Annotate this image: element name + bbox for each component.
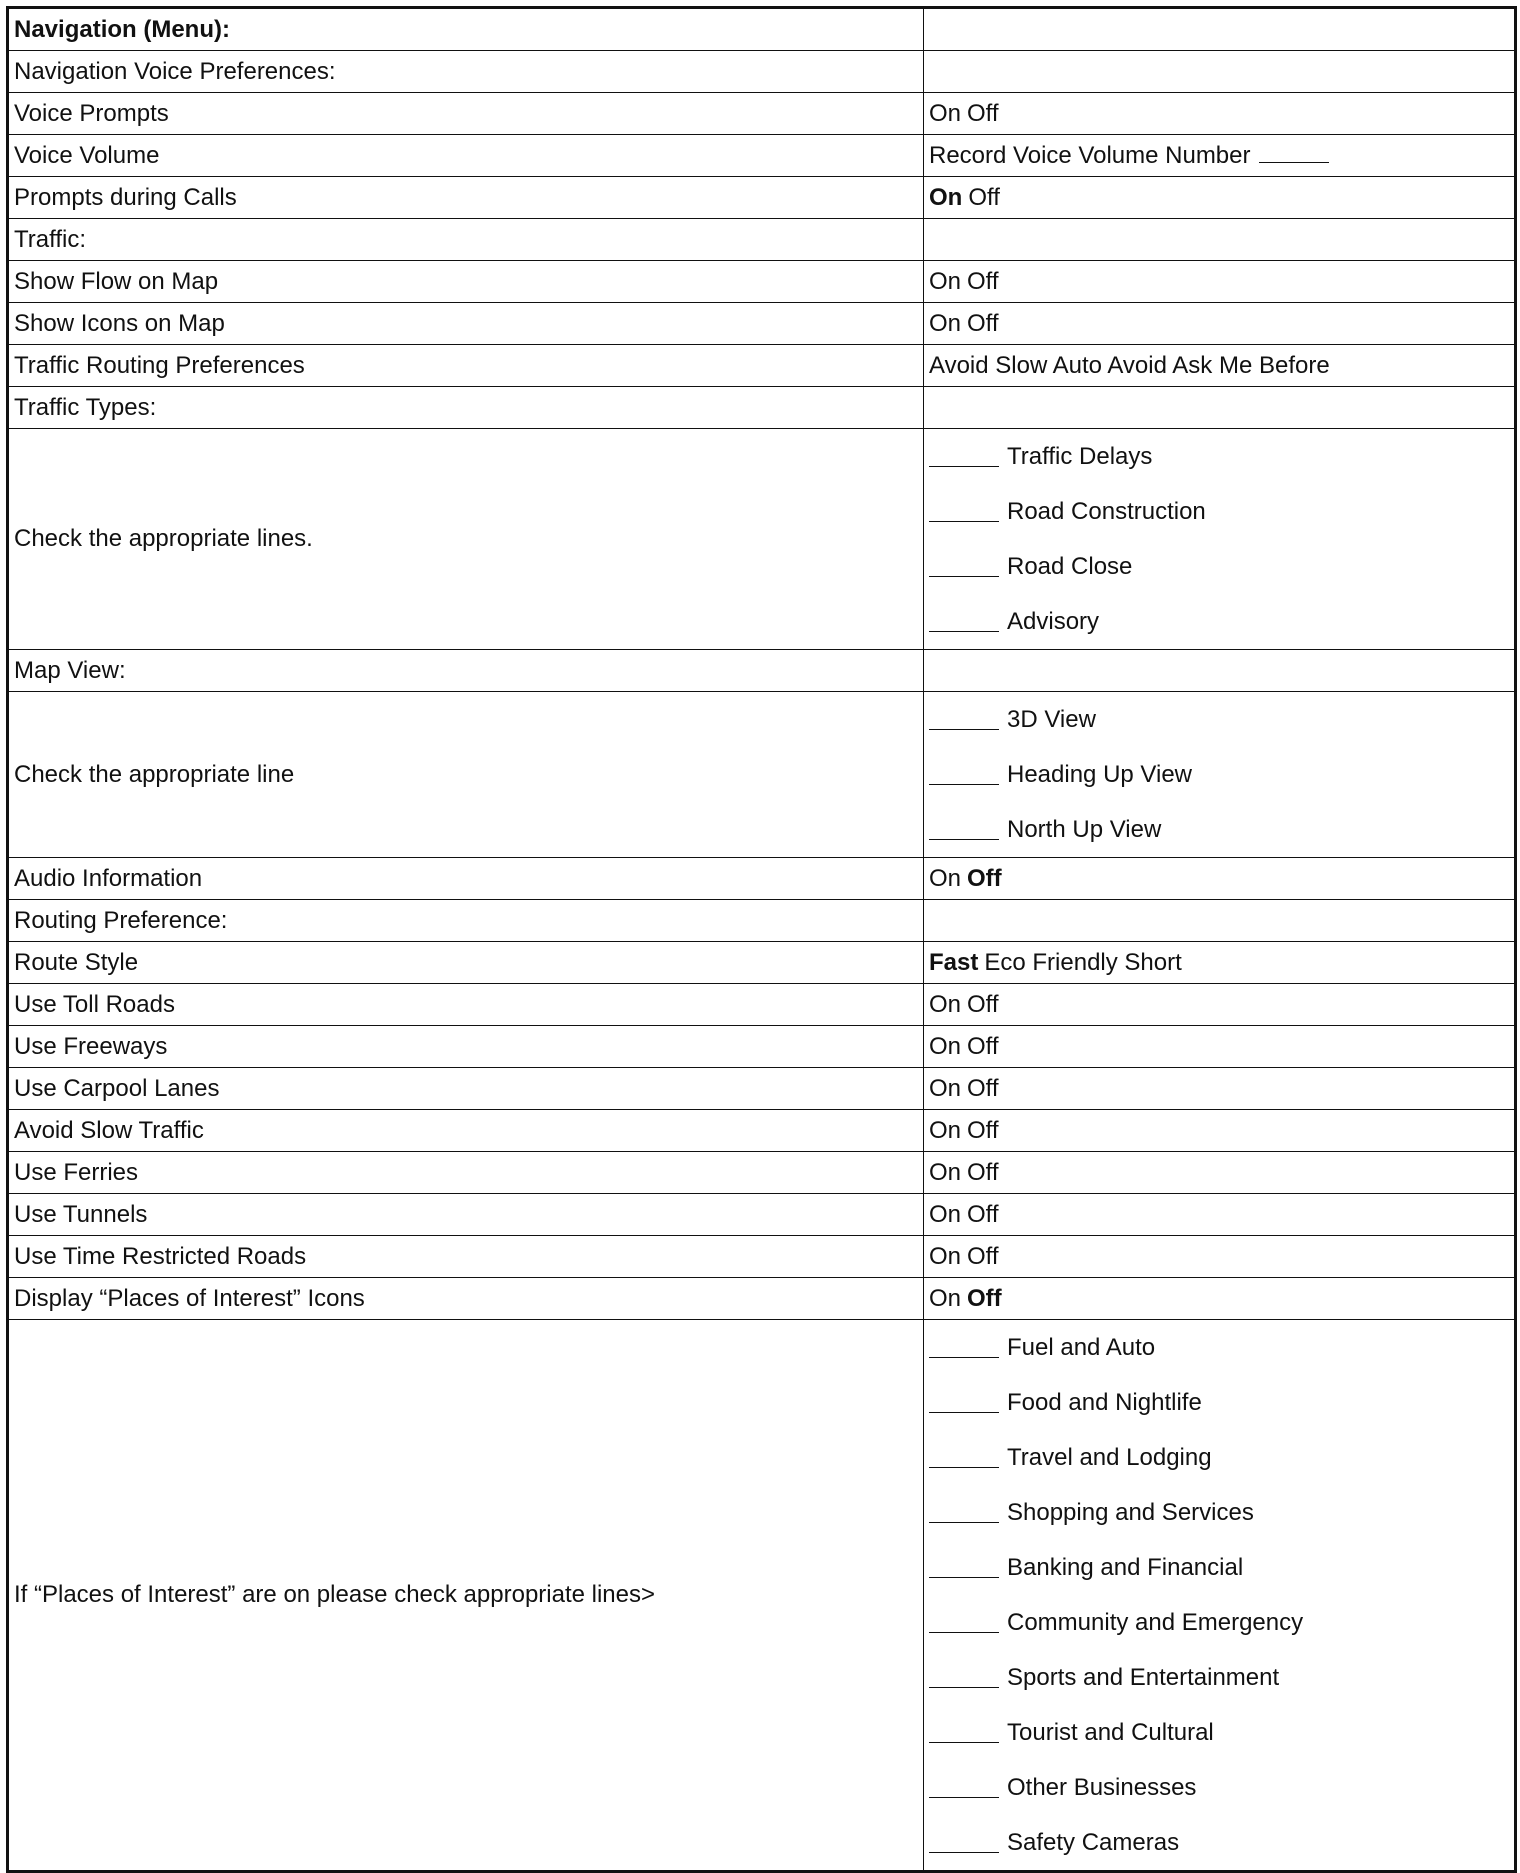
check-blank[interactable] (929, 556, 999, 577)
check-line[interactable] (929, 1540, 1509, 1595)
setting-row (8, 135, 1516, 177)
option-on[interactable]: On (929, 1116, 962, 1144)
poi-checklist (924, 1320, 1516, 1872)
option-on[interactable]: On (929, 1032, 962, 1060)
setting-label: Avoid Slow Traffic (8, 1110, 924, 1152)
option-off[interactable]: Off (967, 309, 999, 337)
option-off[interactable]: Off (967, 1032, 999, 1060)
voice-volume-record (924, 135, 1516, 177)
navigation-settings-form (6, 6, 1517, 1873)
check-label: 3D View (1007, 705, 1096, 733)
check-blank[interactable] (929, 1832, 999, 1853)
option-on[interactable]: On (929, 864, 962, 892)
setting-label: Use Toll Roads (8, 984, 924, 1026)
section-row (8, 51, 1516, 93)
option-off[interactable]: Off (967, 1200, 999, 1228)
option-on[interactable]: On (929, 99, 962, 127)
option-on[interactable]: On (929, 1074, 962, 1102)
check-label: Road Close (1007, 552, 1133, 580)
map-view-instruction: Check the appropriate line (8, 692, 924, 858)
check-label: Tourist and Cultural (1007, 1718, 1214, 1746)
empty-cell (924, 387, 1516, 429)
check-label: Food and Nightlife (1007, 1388, 1202, 1416)
voice-volume-blank[interactable] (1259, 144, 1329, 163)
checklist-row (8, 692, 1516, 858)
check-label: Advisory (1007, 607, 1100, 635)
check-blank[interactable] (929, 709, 999, 730)
check-line[interactable] (929, 429, 1509, 484)
setting-row (8, 1278, 1516, 1320)
on-off-options (924, 303, 1516, 345)
option-off[interactable]: Off (968, 183, 1000, 211)
setting-label: Use Ferries (8, 1152, 924, 1194)
setting-label: Show Flow on Map (8, 261, 924, 303)
route-style-options (924, 942, 1516, 984)
check-line[interactable] (929, 594, 1509, 649)
on-off-options (924, 1152, 1516, 1194)
check-label: Shopping and Services (1007, 1498, 1254, 1526)
setting-label: Route Style (8, 942, 924, 984)
option-fast-selected[interactable]: Fast (929, 948, 979, 976)
check-blank[interactable] (929, 501, 999, 522)
section-voice-preferences: Navigation Voice Preferences: (8, 51, 924, 93)
setting-row (8, 858, 1516, 900)
check-line[interactable] (929, 1815, 1509, 1870)
check-line[interactable] (929, 692, 1509, 747)
on-off-options (924, 984, 1516, 1026)
setting-label: Audio Information (8, 858, 924, 900)
check-blank[interactable] (929, 1502, 999, 1523)
check-blank[interactable] (929, 1612, 999, 1633)
setting-label: Use Freeways (8, 1026, 924, 1068)
setting-row (8, 93, 1516, 135)
on-off-options (924, 177, 1516, 219)
check-label: Safety Cameras (1007, 1828, 1180, 1856)
option-on[interactable]: On (929, 990, 962, 1018)
check-blank[interactable] (929, 1392, 999, 1413)
setting-row (8, 1026, 1516, 1068)
on-off-options (924, 1236, 1516, 1278)
check-line[interactable] (929, 1760, 1509, 1815)
check-blank[interactable] (929, 1337, 999, 1358)
check-line[interactable] (929, 1485, 1509, 1540)
option-off-selected[interactable]: Off (967, 1284, 1002, 1312)
traffic-routing-options[interactable]: Avoid Slow Auto Avoid Ask Me Before (924, 345, 1516, 387)
section-traffic: Traffic: (8, 219, 924, 261)
on-off-options (924, 1278, 1516, 1320)
section-row (8, 650, 1516, 692)
setting-row (8, 1068, 1516, 1110)
option-on[interactable]: On (929, 1158, 962, 1186)
on-off-options (924, 858, 1516, 900)
section-routing-preference: Routing Preference: (8, 900, 924, 942)
empty-cell (924, 8, 1516, 51)
traffic-types-instruction: Check the appropriate lines. (8, 429, 924, 650)
check-label: Fuel and Auto (1007, 1333, 1156, 1361)
checklist-row (8, 1320, 1516, 1872)
check-line[interactable] (929, 1375, 1509, 1430)
setting-label: Use Time Restricted Roads (8, 1236, 924, 1278)
check-line[interactable] (929, 747, 1509, 802)
option-off[interactable]: Off (967, 1242, 999, 1270)
option-on[interactable]: On (929, 1284, 962, 1312)
section-map-view: Map View: (8, 650, 924, 692)
setting-label: Show Icons on Map (8, 303, 924, 345)
option-off[interactable]: Off (967, 1158, 999, 1186)
setting-label: Voice Volume (8, 135, 924, 177)
route-style-other-options[interactable]: Eco Friendly Short (984, 948, 1182, 976)
check-blank[interactable] (929, 611, 999, 632)
option-on[interactable]: On (929, 1200, 962, 1228)
check-label: Heading Up View (1007, 760, 1193, 788)
section-row (8, 900, 1516, 942)
check-line[interactable] (929, 1595, 1509, 1650)
setting-row (8, 984, 1516, 1026)
check-line[interactable] (929, 1430, 1509, 1485)
option-off-selected[interactable]: Off (967, 864, 1002, 892)
on-off-options (924, 1026, 1516, 1068)
empty-cell (924, 219, 1516, 261)
setting-label: Use Tunnels (8, 1194, 924, 1236)
check-label: Banking and Financial (1007, 1553, 1244, 1581)
poi-instruction: If “Places of Interest” are on please check appropriate lines> (8, 1320, 924, 1872)
voice-volume-text: Record Voice Volume Number (929, 141, 1251, 169)
setting-label: Use Carpool Lanes (8, 1068, 924, 1110)
header-row (8, 8, 1516, 51)
section-traffic-types: Traffic Types: (8, 387, 924, 429)
on-off-options (924, 93, 1516, 135)
option-off[interactable]: Off (967, 1116, 999, 1144)
on-off-options (924, 1110, 1516, 1152)
check-label: Community and Emergency (1007, 1608, 1304, 1636)
on-off-options (924, 1194, 1516, 1236)
option-on[interactable]: On (929, 1242, 962, 1270)
form-title: Navigation (Menu): (8, 8, 924, 51)
check-label: Traffic Delays (1007, 442, 1153, 470)
option-off[interactable]: Off (967, 1074, 999, 1102)
setting-row (8, 1194, 1516, 1236)
setting-label: Display “Places of Interest” Icons (8, 1278, 924, 1320)
empty-cell (924, 51, 1516, 93)
check-blank[interactable] (929, 1447, 999, 1468)
option-on-selected[interactable]: On (929, 183, 963, 211)
map-view-checklist (924, 692, 1516, 858)
check-blank[interactable] (929, 1667, 999, 1688)
check-label: Travel and Lodging (1007, 1443, 1212, 1471)
option-off[interactable]: Off (967, 99, 999, 127)
on-off-options (924, 1068, 1516, 1110)
check-line[interactable] (929, 802, 1509, 857)
option-on[interactable]: On (929, 267, 962, 295)
check-line[interactable] (929, 1705, 1509, 1760)
setting-row (8, 303, 1516, 345)
setting-row (8, 261, 1516, 303)
check-blank[interactable] (929, 1777, 999, 1798)
check-blank[interactable] (929, 1557, 999, 1578)
check-label: Road Construction (1007, 497, 1206, 525)
setting-row (8, 942, 1516, 984)
check-label: North Up View (1007, 815, 1162, 843)
option-on[interactable]: On (929, 309, 962, 337)
on-off-options (924, 261, 1516, 303)
check-blank[interactable] (929, 764, 999, 785)
check-line[interactable] (929, 1650, 1509, 1705)
option-off[interactable]: Off (967, 267, 999, 295)
option-off[interactable]: Off (967, 990, 999, 1018)
empty-cell (924, 650, 1516, 692)
check-blank[interactable] (929, 819, 999, 840)
check-line[interactable] (929, 1320, 1509, 1375)
check-blank[interactable] (929, 1722, 999, 1743)
setting-label: Traffic Routing Preferences (8, 345, 924, 387)
traffic-types-checklist (924, 429, 1516, 650)
checklist-row (8, 429, 1516, 650)
setting-label: Voice Prompts (8, 93, 924, 135)
empty-cell (924, 900, 1516, 942)
section-row (8, 387, 1516, 429)
check-label: Other Businesses (1007, 1773, 1197, 1801)
setting-row (8, 177, 1516, 219)
check-blank[interactable] (929, 446, 999, 467)
setting-row (8, 1152, 1516, 1194)
section-row (8, 219, 1516, 261)
check-label: Sports and Entertainment (1007, 1663, 1280, 1691)
check-line[interactable] (929, 484, 1509, 539)
setting-row (8, 1236, 1516, 1278)
setting-row (8, 1110, 1516, 1152)
setting-label: Prompts during Calls (8, 177, 924, 219)
setting-row (8, 345, 1516, 387)
check-line[interactable] (929, 539, 1509, 594)
